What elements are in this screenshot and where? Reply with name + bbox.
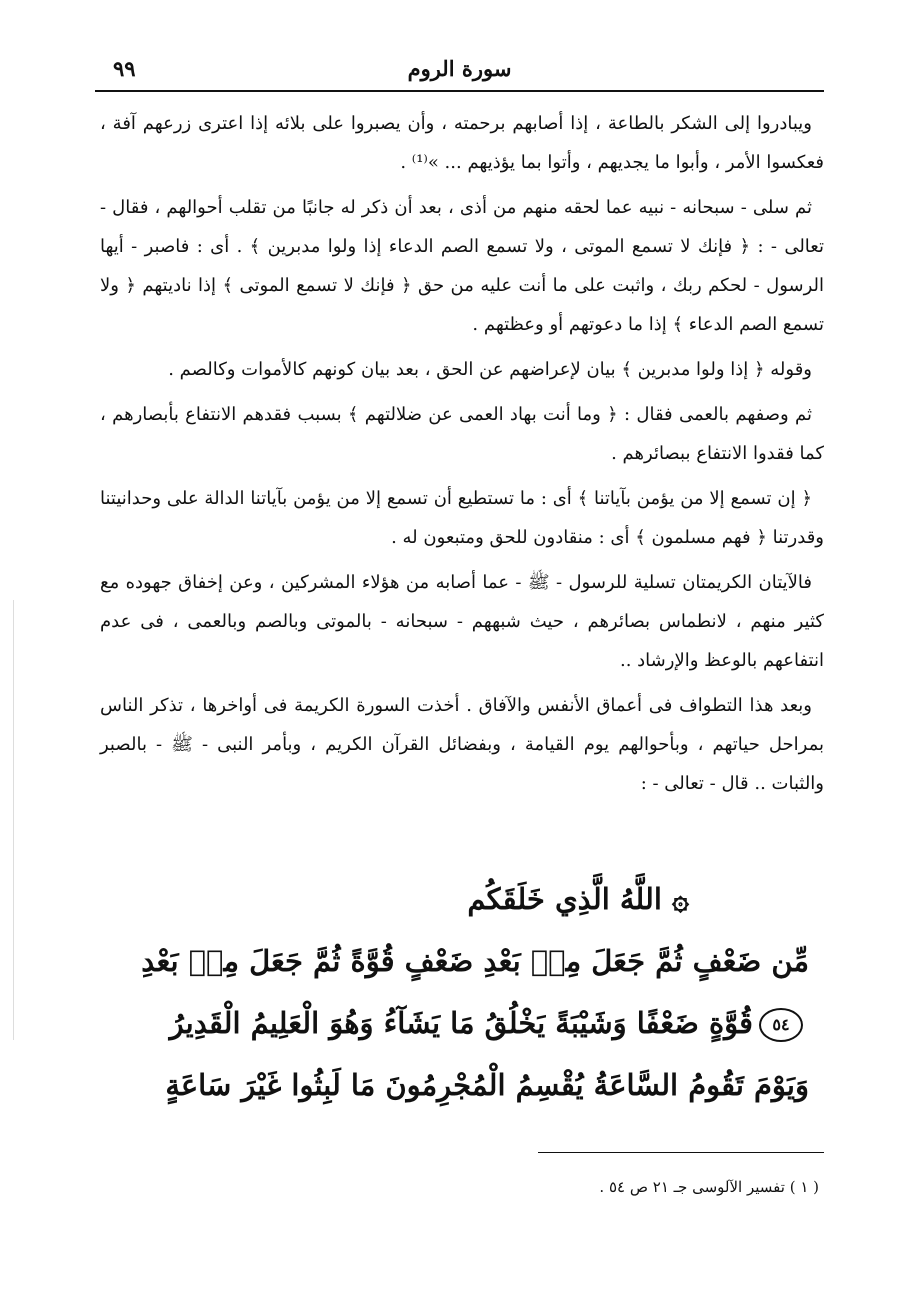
verse-line: وَيَوْمَ تَقُومُ السَّاعَةُ يُقْسِمُ الْمُجْرِمُونَ مَا لَبِثُوا غَيْرَ سَاعَةٍ	[165, 1068, 809, 1102]
page-edge-line	[13, 600, 14, 1040]
verse-line-text: قُوَّةٍ ضَعْفًا وَشَيْبَةً يَخْلُقُ مَا يَشَآءُ وَهُوَ الْعَلِيمُ الْقَدِيرُ	[169, 1006, 753, 1040]
footnote-separator	[538, 1152, 824, 1153]
paragraph: فالآيتان الكريمتان تسلية للرسول - ﷺ - عما أصابه من هؤلاء المشركين ، وعن إخفاق جهوده مع كثير منهم ، لانطماس بصائرهم ، حيث شبههم - سبحانه - بالموتى وبالصم وبالعمى ، فى عدم انتفاعهم بالوعظ والإرشاد ..	[100, 572, 824, 671]
quran-verse-block	[141, 868, 809, 1116]
commentary-text	[100, 104, 824, 809]
paragraph: وبعد هذا التطواف فى أعماق الأنفس والآفاق . أخذت السورة الكريمة فى أواخرها ، تذكر الناس بمراحل حياتهم ، وبأحوالهم يوم القيامة ، وبفضائل القرآن الكريم ، وبأمر النبى - ﷺ - بالصبر والثبات .. قال - تعالى - :	[100, 695, 824, 794]
verse-line: مِّن ضَعْفٍ ثُمَّ جَعَلَ مِنۢ بَعْدِ ضَعْفٍ قُوَّةً ثُمَّ جَعَلَ مِنۢ بَعْدِ	[141, 944, 809, 978]
paragraph: ﴿ إن تسمع إلا من يؤمن بآياتنا ﴾ أى : ما تستطيع أن تسمع إلا من يؤمن بآياتنا الدالة على وحدانيتنا وقدرتنا ﴿ فهم مسلمون ﴾ أى : منقادون للحق ومتبعون له .	[100, 488, 824, 548]
surah-title: سورة الروم	[407, 56, 512, 81]
verse-number-marker: ٥٤	[759, 1008, 803, 1042]
verse-line: ۞ اللَّهُ الَّذِي خَلَقَكُم	[467, 882, 689, 916]
footnote: ( ١ ) تفسير الآلوسى جـ ٢١ ص ٥٤ .	[599, 1178, 819, 1196]
page-number: ٩٩	[113, 56, 136, 81]
paragraph: وقوله ﴿ إذا ولوا مدبرين ﴾ بيان لإعراضهم عن الحق ، بعد بيان كونهم كالأموات وكالصم .	[168, 359, 812, 380]
paragraph: ويبادروا إلى الشكر بالطاعة ، إذا أصابهم برحمته ، وأن يصبروا على بلائه إذا اعترى زرعهم آفة ، فعكسوا الأمر ، وأبوا ما يجديهم ، وأتوا بما يؤذيهم ... »⁽¹⁾ .	[100, 113, 824, 173]
paragraph: ثم وصفهم بالعمى فقال : ﴿ وما أنت بهاد العمى عن ضلالتهم ﴾ بسبب فقدهم الانتفاع بأبصارهم ، كما فقدوا الانتفاع ببصائرهم .	[100, 404, 824, 464]
page-header	[95, 52, 824, 92]
verse-line	[169, 992, 809, 1054]
paragraph: ثم سلى - سبحانه - نبيه عما لحقه منهم من أذى ، بعد أن ذكر له جانبًا من تقلب أحوالهم ، فقال - تعالى - : ﴿ فإنك لا تسمع الموتى ، ولا تسمع الصم الدعاء إذا ولوا مدبرين ﴾ . أى : فاصبر - أيها الرسول - لحكم ربك ، واثبت على ما أنت عليه من حق ﴿ فإنك لا تسمع الموتى ﴾ إذا ناديتهم ﴿ ولا تسمع الصم الدعاء ﴾ إذا ما دعوتهم أو وعظتهم .	[100, 197, 824, 335]
